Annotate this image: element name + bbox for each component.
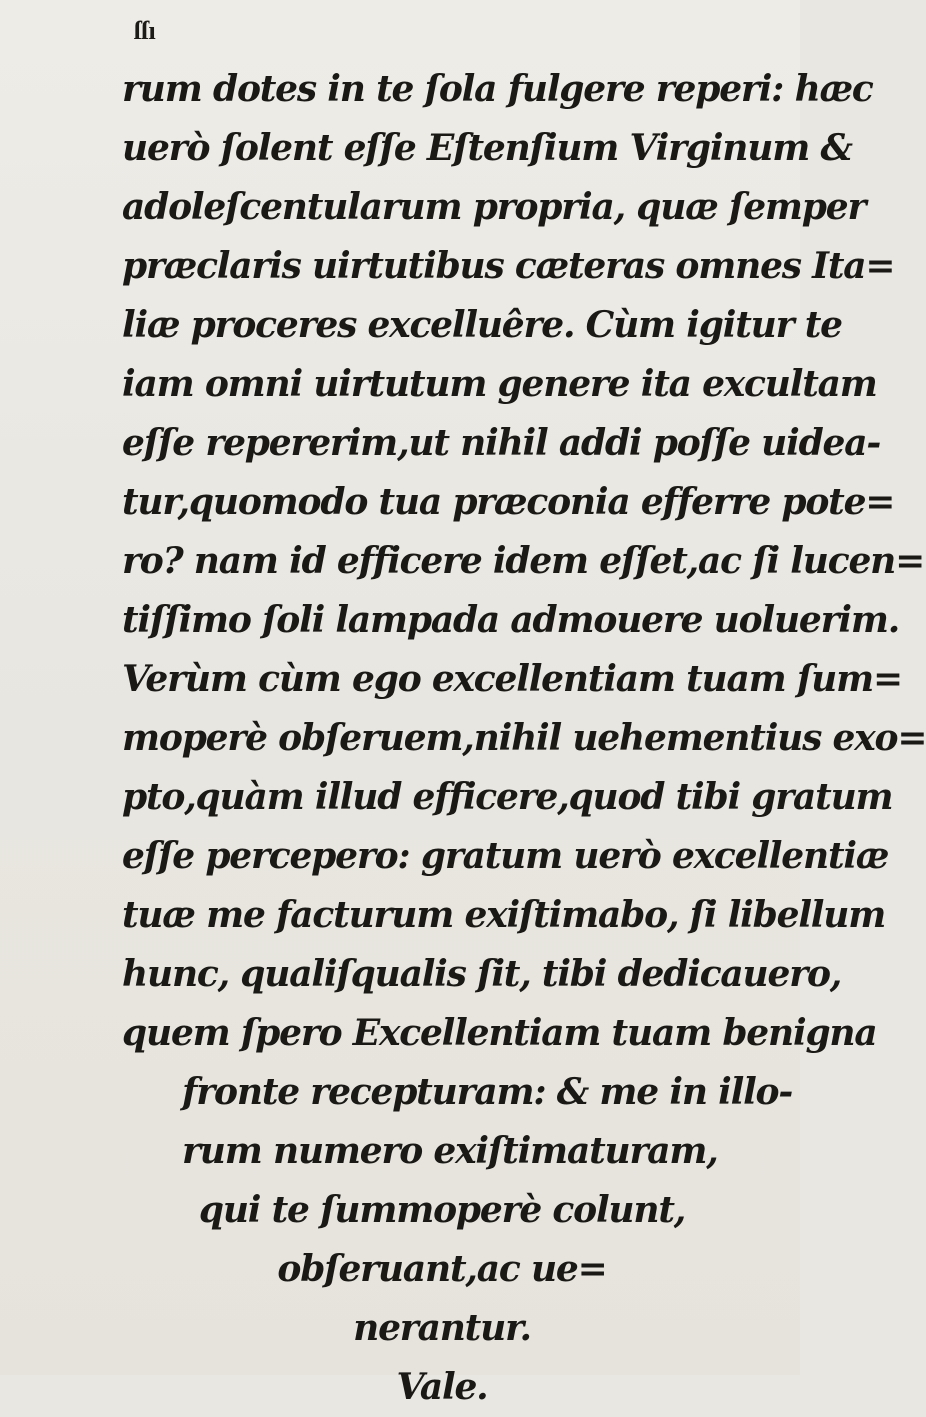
text-line: liæ proceres excelluêre. Cùm igitur te	[122, 304, 842, 346]
body-text	[122, 60, 926, 1417]
text-line: eſſe percepero: gratum uerò excellentiæ	[122, 835, 889, 877]
page-signature: ſſı	[134, 16, 156, 45]
text-line: tiſſimo ſoli lampada admouere uoluerim.	[122, 599, 900, 641]
text-line: iam omni uirtutum genere ita excultam	[122, 363, 877, 405]
text-line: quem ſpero Excellentiam tuam benigna	[122, 1012, 877, 1054]
text-line: hunc, qualiſqualis ſit, tibi dedicauero,	[122, 953, 842, 995]
text-line: moperè obſeruem,nihil uehementius exo=	[122, 717, 926, 759]
text-line: Verùm cùm ego excellentiam tuam ſum=	[122, 658, 902, 700]
closing-line: qui te ſummoperè colunt,	[198, 1189, 686, 1231]
text-line: pto,quàm illud efficere,quod tibi gratum	[122, 776, 893, 818]
closing-line: nerantur.	[353, 1307, 531, 1349]
closing-line: rum numero exiſtimaturam,	[182, 1130, 718, 1172]
text-line: præclaris uirtutibus cæteras omnes Ita=	[122, 245, 895, 287]
closing-line: fronte recepturam: & me in illo-	[182, 1071, 793, 1113]
closing-line: obſeruant,ac ue=	[277, 1248, 607, 1290]
text-line: uerò ſolent eſſe Eſtenſium Virginum &	[122, 127, 852, 169]
text-line: adoleſcentularum propria, quæ ſemper	[122, 186, 866, 228]
text-line: tur,quomodo tua præconia efferre pote=	[122, 481, 895, 523]
closing-line: Vale.	[396, 1366, 488, 1408]
text-line: rum dotes in te ſola fulgere reperi: hæc	[122, 68, 873, 110]
text-line: tuæ me facturum exiſtimabo, ſi libellum	[122, 894, 886, 936]
text-line: ro? nam id efficere idem eſſet,ac ſi lucen=	[122, 540, 925, 582]
text-line: eſſe repererim,ut nihil addi poſſe uidea-	[122, 422, 881, 464]
